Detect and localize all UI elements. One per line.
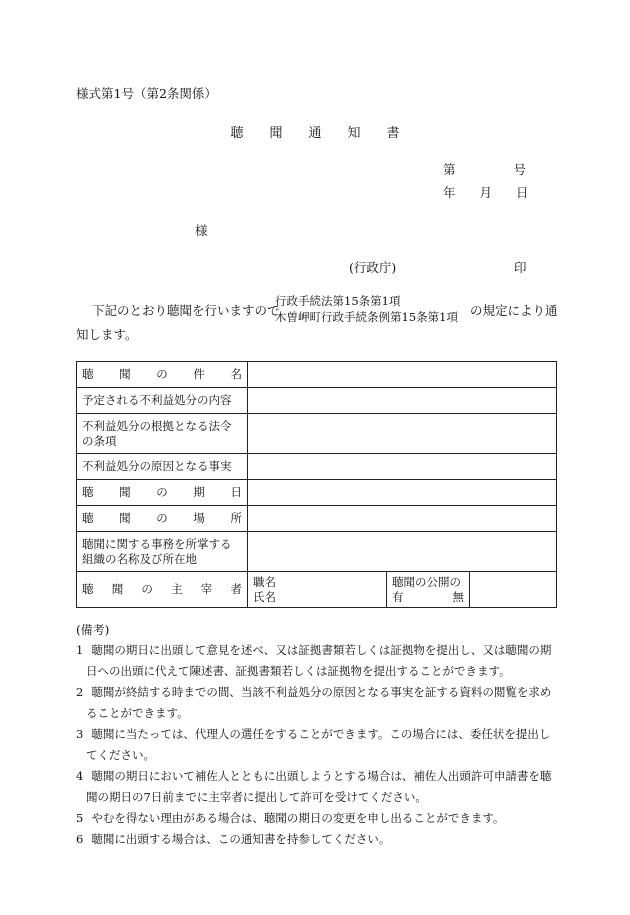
title-char: 書 (386, 126, 400, 141)
public-hearing-label-cell: 聴聞の公開の 有 無 (387, 572, 470, 608)
value-planned-disposition[interactable] (248, 388, 557, 414)
value-office[interactable] (248, 532, 557, 572)
public-no: 無 (452, 589, 464, 604)
notes-list (76, 640, 558, 850)
notes-heading: (備考) (76, 623, 110, 637)
presider-title-label: 職名 (253, 574, 276, 589)
table-row (77, 572, 557, 608)
law-reference-2: 木曽岬町行政手続条例第15条第1項 (275, 310, 458, 324)
list-item: 4 聴聞の期日において補佐人とともに出頭しようとする場合は、補佐人出頭許可申請書を聴聞の期日の7日前までに主宰者に提出して許可を受けてください。 (76, 769, 552, 804)
label-cause-facts: 不利益処分の原因となる事実 (77, 454, 248, 480)
number-prefix: 第 (443, 162, 456, 177)
label-planned-disposition: 予定される不利益処分の内容 (77, 388, 248, 414)
value-cause-facts[interactable] (248, 454, 557, 480)
issuing-agency: (行政庁) (349, 260, 397, 275)
title-char: 聞 (269, 126, 283, 141)
law-reference-1: 行政手続法第15条第1項 (275, 294, 401, 308)
table-row (77, 454, 557, 480)
value-hearing-place[interactable] (248, 506, 557, 532)
addressee-suffix: 様 (195, 223, 208, 238)
intro-tail-text: の規定により通 (470, 303, 558, 318)
document-title (0, 122, 630, 141)
number-suffix: 号 (513, 162, 527, 177)
date-year: 年 (443, 185, 456, 200)
presider-name-label: 氏名 (253, 589, 276, 604)
table-row (77, 362, 557, 388)
value-hearing-date[interactable] (248, 480, 557, 506)
list-item: 2 聴聞が終結する時までの間、当該不利益処分の原因となる事実を証する資料の閲覧を求めることができます。 (76, 685, 552, 720)
seal-mark: 印 (514, 260, 527, 275)
title-char: 知 (347, 126, 361, 141)
value-hearing-subject[interactable] (248, 362, 557, 388)
label-hearing-subject: 聴 聞 の 件 名 (77, 362, 248, 388)
title-char: 通 (308, 126, 322, 141)
form-number-label: 様式第1号（第2条関係） (76, 86, 217, 101)
intro-lead-text: 下記のとおり聴聞を行いますので (92, 303, 280, 318)
presider-title-name-cell[interactable] (248, 572, 387, 608)
document-number-row (443, 160, 526, 178)
table-row (77, 388, 557, 414)
table-row (77, 414, 557, 454)
table-row (77, 506, 557, 532)
public-yes: 有 (392, 589, 404, 604)
title-char: 聴 (230, 126, 244, 141)
intro-continuation-text: 知します。 (76, 327, 138, 342)
list-item: 6 聴聞に出頭する場合は、この通知書を持参してください。 (76, 832, 391, 846)
document-date-row (443, 183, 529, 201)
label-legal-basis: 不利益処分の根拠となる法令 の条項 (77, 414, 248, 454)
table-row (77, 480, 557, 506)
label-hearing-date: 聴 聞 の 期 日 (77, 480, 248, 506)
label-presider: 聴 聞 の 主 宰 者 (77, 572, 248, 608)
hearing-details-table (76, 361, 557, 608)
label-hearing-place: 聴 聞 の 場 所 (77, 506, 248, 532)
list-item: 1 聴聞の期日に出頭して意見を述べ、又は証拠書類若しくは証拠物を提出し、又は聴聞の期日への出頭に代えて陳述書、証拠書類若しくは証拠物を提出することができます。 (76, 643, 552, 678)
value-legal-basis[interactable] (248, 414, 557, 454)
date-month: 月 (479, 185, 493, 200)
public-hearing-value-cell[interactable] (470, 572, 557, 608)
list-item: 3 聴聞に当たっては、代理人の選任をすることができます。この場合には、委任状を提出してください。 (76, 727, 551, 762)
list-item: 5 やむを得ない理由がある場合は、聴聞の期日の変更を申し出ることができます。 (76, 811, 505, 825)
date-day: 日 (516, 185, 529, 200)
label-office: 聴聞に関する事務を所掌する 組織の名称及び所在地 (77, 532, 248, 572)
table-row (77, 532, 557, 572)
